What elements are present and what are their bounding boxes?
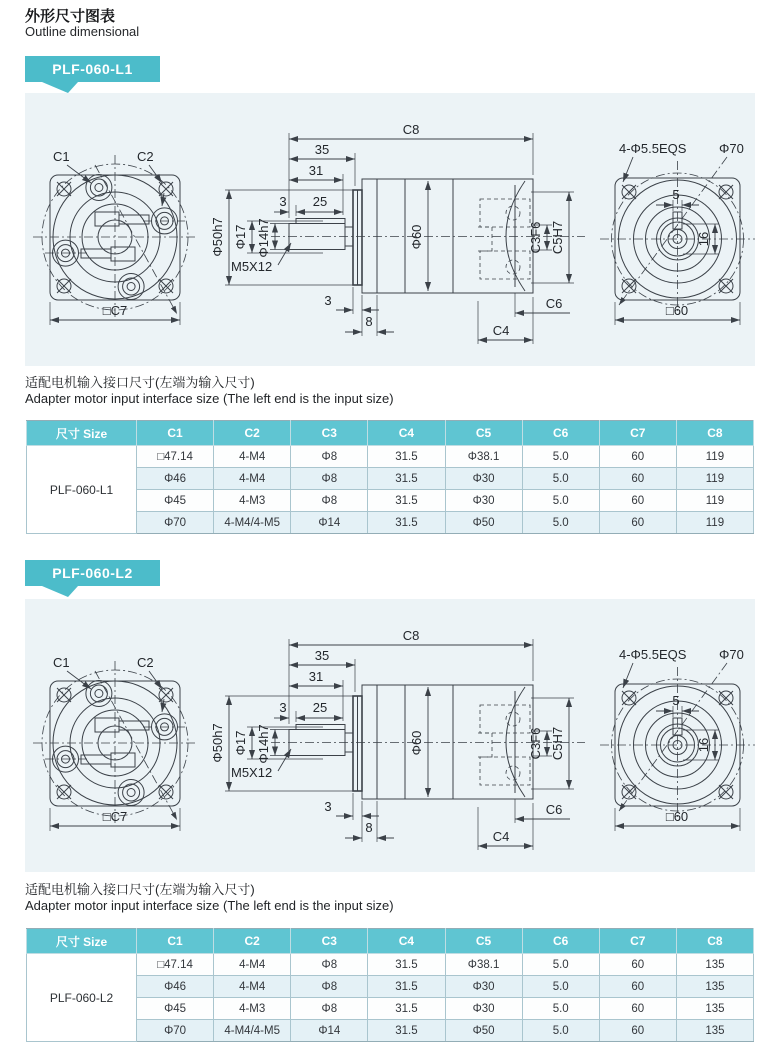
table-cell: 60 xyxy=(599,1020,676,1042)
dim-label-phi17: Φ17 xyxy=(233,730,248,756)
table-cell: □47.14 xyxy=(137,954,214,976)
table-cell: 4-M4 xyxy=(214,446,291,468)
table-cell: Φ38.1 xyxy=(445,446,522,468)
table-cell: 5.0 xyxy=(522,1020,599,1042)
table-cell: 135 xyxy=(676,954,753,976)
model-cell: PLF-060-L1 xyxy=(27,446,137,534)
table-cell: 5.0 xyxy=(522,468,599,490)
table-cell: 119 xyxy=(676,446,753,468)
dim-label-c3f6: C3F6 xyxy=(528,221,543,254)
table-cell: Φ8 xyxy=(291,446,368,468)
drawing-panel-2 xyxy=(25,599,755,872)
table-cell: 31.5 xyxy=(368,976,445,998)
table-row xyxy=(27,954,754,976)
page-subtitle: Outline dimensional xyxy=(25,24,140,39)
dim-label-3-top: 3 xyxy=(279,700,287,715)
table-cell: 60 xyxy=(599,976,676,998)
table-cell: 4-M3 xyxy=(214,490,291,512)
table-row xyxy=(27,446,754,468)
table-cell: Φ46 xyxy=(137,976,214,998)
dim-label-phi70: Φ70 xyxy=(719,647,744,662)
table-cell: 31.5 xyxy=(368,490,445,512)
dim-label-c7: □C7 xyxy=(102,303,128,318)
dim-label-c2: C2 xyxy=(137,655,154,670)
header-cell: C4 xyxy=(368,929,445,954)
table-cell: Φ8 xyxy=(291,490,368,512)
dim-label-phi14h7: Φ14h7 xyxy=(256,724,271,764)
dim-label-35: 35 xyxy=(314,142,330,157)
table-row xyxy=(27,998,754,1020)
table-cell: Φ45 xyxy=(137,998,214,1020)
table-note-en-2: Adapter motor input interface size (The left end is the input size) xyxy=(25,898,394,913)
dimension-table-2 xyxy=(26,928,754,1042)
table-cell: 5.0 xyxy=(522,976,599,998)
dim-label-3-top: 3 xyxy=(279,194,287,209)
table-cell: Φ70 xyxy=(137,512,214,534)
table-cell: Φ14 xyxy=(291,512,368,534)
model-cell: PLF-060-L2 xyxy=(27,954,137,1042)
dim-label-m5x12: M5X12 xyxy=(231,765,273,780)
rear-view xyxy=(600,647,755,831)
table-cell: 5.0 xyxy=(522,954,599,976)
dim-label-c8: C8 xyxy=(402,122,420,137)
page-title: 外形尺寸图表 xyxy=(25,8,116,25)
table-row xyxy=(27,976,754,998)
dim-label-c6: C6 xyxy=(545,802,563,817)
table-cell: 60 xyxy=(599,998,676,1020)
dim-label-8: 8 xyxy=(365,314,373,329)
dim-label-phi14h7: Φ14h7 xyxy=(256,218,271,258)
drawing-panel-1 xyxy=(25,93,755,366)
table-row xyxy=(27,490,754,512)
table-cell: 119 xyxy=(676,468,753,490)
dim-label-35: 35 xyxy=(314,648,330,663)
table-row xyxy=(27,1020,754,1042)
front-view xyxy=(33,655,197,831)
dim-label-8: 8 xyxy=(365,820,373,835)
dim-label-phi17: Φ17 xyxy=(233,224,248,250)
header-cell: C1 xyxy=(137,421,214,446)
table-cell: Φ8 xyxy=(291,468,368,490)
dim-label-c5h7: C5H7 xyxy=(550,726,565,761)
header-cell: C2 xyxy=(214,929,291,954)
header-cell: 尺寸 Size xyxy=(27,929,137,954)
dim-label-bolt-pattern: 4-Φ5.5EQS xyxy=(619,647,687,662)
dim-label-5: 5 xyxy=(672,187,680,202)
table-cell: Φ30 xyxy=(445,976,522,998)
table-cell: Φ8 xyxy=(291,976,368,998)
table-cell: 60 xyxy=(599,512,676,534)
header-cell: C3 xyxy=(291,929,368,954)
side-view xyxy=(210,122,585,344)
dim-label-c2: C2 xyxy=(137,149,154,164)
dim-label-phi60: Φ60 xyxy=(409,730,424,756)
table-cell: 119 xyxy=(676,490,753,512)
table-row xyxy=(27,512,754,534)
table-row xyxy=(27,468,754,490)
dim-label-31: 31 xyxy=(308,163,324,178)
header-cell: C5 xyxy=(445,929,522,954)
dim-label-phi70: Φ70 xyxy=(719,141,744,156)
header-cell: C1 xyxy=(137,929,214,954)
dim-label-phi50h7: Φ50h7 xyxy=(210,217,225,257)
header-cell: C3 xyxy=(291,421,368,446)
header-cell: C7 xyxy=(599,929,676,954)
dim-label-sq60: □60 xyxy=(665,303,689,318)
table-cell: 31.5 xyxy=(368,468,445,490)
dim-label-c6: C6 xyxy=(545,296,563,311)
dim-label-c8: C8 xyxy=(402,628,420,643)
dim-label-3-bottom: 3 xyxy=(324,799,332,814)
table-cell: 5.0 xyxy=(522,490,599,512)
table-note-zh-2: 适配电机输入接口尺寸(左端为输入尺寸) xyxy=(25,882,255,897)
table-note-en-1: Adapter motor input interface size (The left end is the input size) xyxy=(25,391,394,406)
table-cell: Φ30 xyxy=(445,468,522,490)
table-cell: Φ30 xyxy=(445,490,522,512)
dim-label-16: 16 xyxy=(696,737,711,753)
table-cell: 60 xyxy=(599,446,676,468)
dim-label-phi60: Φ60 xyxy=(409,224,424,250)
table-cell: 31.5 xyxy=(368,512,445,534)
table-cell: 60 xyxy=(599,490,676,512)
table-cell: 31.5 xyxy=(368,998,445,1020)
header-cell: C6 xyxy=(522,929,599,954)
outline-drawing xyxy=(25,93,755,366)
dim-label-c7: □C7 xyxy=(102,809,128,824)
dim-label-m5x12: M5X12 xyxy=(231,259,273,274)
header-cell: C2 xyxy=(214,421,291,446)
model-badge-2: PLF-060-L2 xyxy=(25,560,160,586)
front-view xyxy=(33,149,197,325)
table-cell: 4-M4 xyxy=(214,976,291,998)
table-cell: 4-M4 xyxy=(214,468,291,490)
dim-label-31: 31 xyxy=(308,669,324,684)
outline-drawing xyxy=(25,599,755,872)
rear-view xyxy=(600,141,755,325)
dim-label-25: 25 xyxy=(312,700,328,715)
table-cell: 4-M3 xyxy=(214,998,291,1020)
dim-label-sq60: □60 xyxy=(665,809,689,824)
model-badge-1: PLF-060-L1 xyxy=(25,56,160,82)
dimension-table-1 xyxy=(26,420,754,534)
header-cell: C7 xyxy=(599,421,676,446)
badge-tail xyxy=(42,586,82,598)
table-header-row xyxy=(27,929,754,954)
table-cell: 60 xyxy=(599,468,676,490)
dim-label-c1: C1 xyxy=(53,655,70,670)
dim-label-c4: C4 xyxy=(492,829,510,844)
header-cell: C8 xyxy=(676,929,753,954)
dim-label-c5h7: C5H7 xyxy=(550,220,565,255)
header-cell: C4 xyxy=(368,421,445,446)
table-cell: 5.0 xyxy=(522,512,599,534)
table-cell: Φ45 xyxy=(137,490,214,512)
dim-label-c3f6: C3F6 xyxy=(528,727,543,760)
table-cell: Φ70 xyxy=(137,1020,214,1042)
dim-label-phi50h7: Φ50h7 xyxy=(210,723,225,763)
header-cell: C6 xyxy=(522,421,599,446)
dim-label-3-bottom: 3 xyxy=(324,293,332,308)
header-cell: C8 xyxy=(676,421,753,446)
table-cell: 4-M4/4-M5 xyxy=(214,512,291,534)
table-cell: 31.5 xyxy=(368,446,445,468)
table-cell: □47.14 xyxy=(137,446,214,468)
table-cell: Φ50 xyxy=(445,512,522,534)
table-cell: Φ8 xyxy=(291,998,368,1020)
table-cell: 135 xyxy=(676,998,753,1020)
table-cell: 5.0 xyxy=(522,446,599,468)
table-header-row xyxy=(27,421,754,446)
table-cell: Φ46 xyxy=(137,468,214,490)
table-cell: Φ30 xyxy=(445,998,522,1020)
table-cell: 135 xyxy=(676,1020,753,1042)
table-cell: 5.0 xyxy=(522,998,599,1020)
table-cell: Φ38.1 xyxy=(445,954,522,976)
dim-label-c1: C1 xyxy=(53,149,70,164)
table-cell: 31.5 xyxy=(368,954,445,976)
table-cell: 4-M4/4-M5 xyxy=(214,1020,291,1042)
dim-label-25: 25 xyxy=(312,194,328,209)
table-cell: 31.5 xyxy=(368,1020,445,1042)
table-cell: 135 xyxy=(676,976,753,998)
dim-label-5: 5 xyxy=(672,693,680,708)
table-cell: Φ8 xyxy=(291,954,368,976)
table-cell: 119 xyxy=(676,512,753,534)
table-cell: 60 xyxy=(599,954,676,976)
dim-label-bolt-pattern: 4-Φ5.5EQS xyxy=(619,141,687,156)
header-cell: C5 xyxy=(445,421,522,446)
header-cell: 尺寸 Size xyxy=(27,421,137,446)
table-cell: 4-M4 xyxy=(214,954,291,976)
table-cell: Φ14 xyxy=(291,1020,368,1042)
table-cell: Φ50 xyxy=(445,1020,522,1042)
dim-label-c4: C4 xyxy=(492,323,510,338)
table-note-zh-1: 适配电机输入接口尺寸(左端为输入尺寸) xyxy=(25,375,255,390)
dim-label-16: 16 xyxy=(696,231,711,247)
side-view xyxy=(210,628,585,850)
